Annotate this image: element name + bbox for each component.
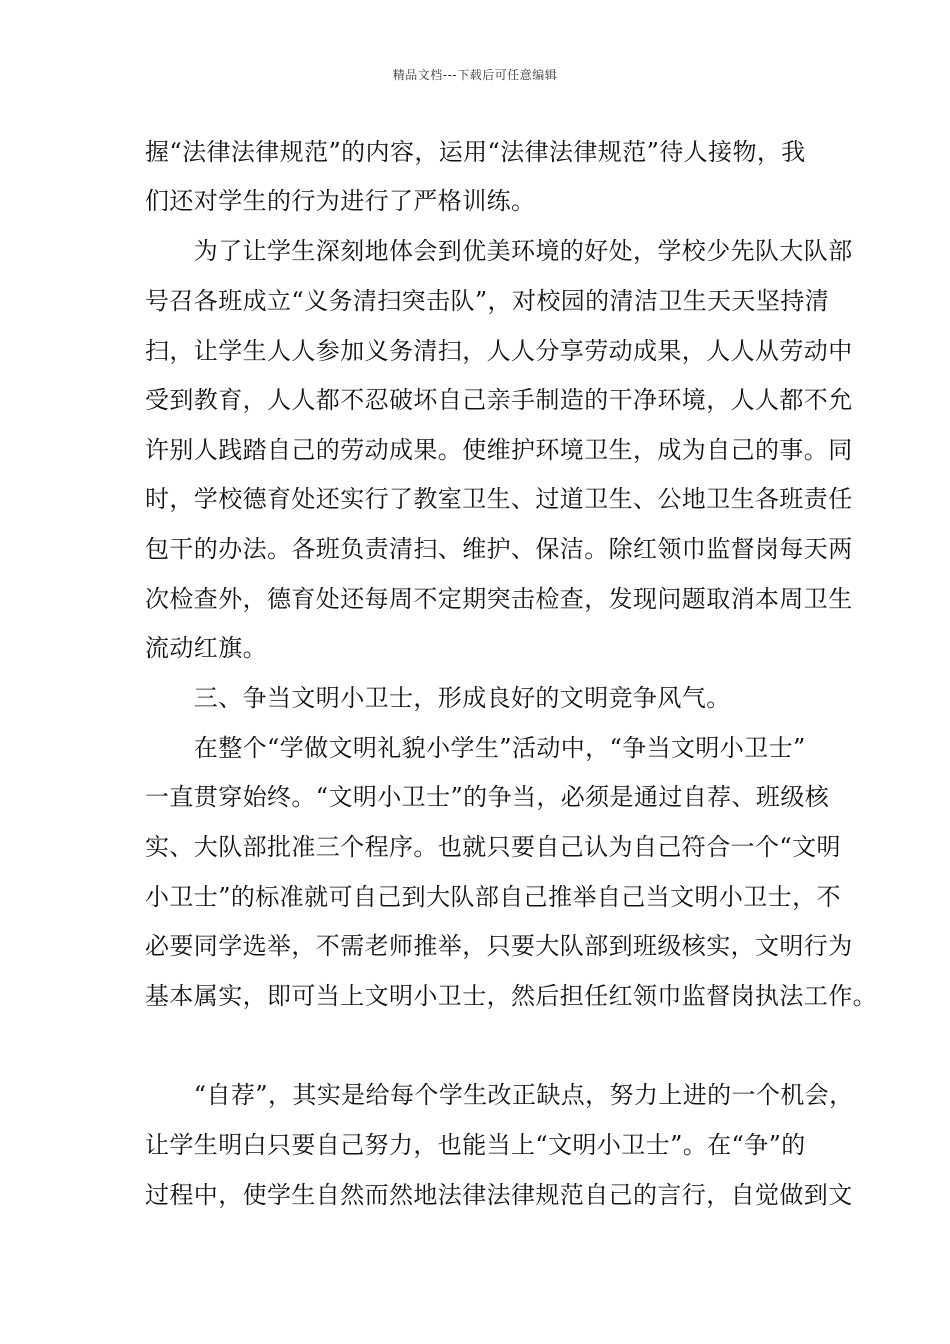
text-line: 必要同学选举，不需老师推举，只要大队部到班级核实，文明行为 <box>145 932 853 960</box>
text-line: 握“法律法律规范”的内容，运用“法律法律规范”待人接物，我 <box>145 138 806 166</box>
text-line: 一直贯穿始终。“文明小卫士”的争当，必须是通过自荐、班级核 <box>145 783 830 811</box>
text-line: 受到教育，人人都不忍破坏自己亲手制造的干净环境，人人都不允 <box>145 386 853 414</box>
page-header: 精品文档---下载后可任意编辑 <box>392 68 558 82</box>
text-line: 流动红旗。 <box>145 634 267 662</box>
text-line: 在整个“学做文明礼貌小学生”活动中，“争当文明小卫士” <box>145 734 806 762</box>
text-line: 让学生明白只要自己努力，也能当上“文明小卫士”。在“争”的 <box>145 1131 806 1159</box>
text-line: 包干的办法。各班负责清扫、维护、保洁。除红领巾监督岗每天两 <box>145 535 853 563</box>
text-line: 过程中，使学生自然而然地法律法律规范自己的言行，自觉做到文 <box>145 1181 853 1209</box>
text-line: 实、大队部批准三个程序。也就只要自己认为自己符合一个“文明 <box>145 833 841 861</box>
text-line: 时，学校德育处还实行了教室卫生、过道卫生、公地卫生各班责任 <box>145 485 853 513</box>
text-line: 许别人践踏自己的劳动成果。使维护环境卫生，成为自己的事。同 <box>145 436 853 464</box>
section-heading: 三、争当文明小卫士，形成良好的文明竞争风气。 <box>145 684 731 712</box>
text-line: 扫，让学生人人参加义务清扫，人人分享劳动成果，人人从劳动中 <box>145 337 853 365</box>
text-line: 号召各班成立“义务清扫突击队”，对校园的清洁卫生天天坚持清 <box>145 287 830 315</box>
text-line: 们还对学生的行为进行了严格训练。 <box>145 187 536 215</box>
text-line: 基本属实，即可当上文明小卫士，然后担任红领巾监督岗执法工作。 <box>145 982 877 1010</box>
text-line: 小卫士”的标准就可自己到大队部自己推举自己当文明小卫士，不 <box>145 883 841 911</box>
text-line: “自荐”，其实是给每个学生改正缺点，努力上进的一个机会， <box>145 1081 854 1109</box>
text-line: 为了让学生深刻地体会到优美环境的好处，学校少先队大队部 <box>145 237 853 265</box>
text-line: 次检查外，德育处还每周不定期突击检查，发现问题取消本周卫生 <box>145 585 853 613</box>
